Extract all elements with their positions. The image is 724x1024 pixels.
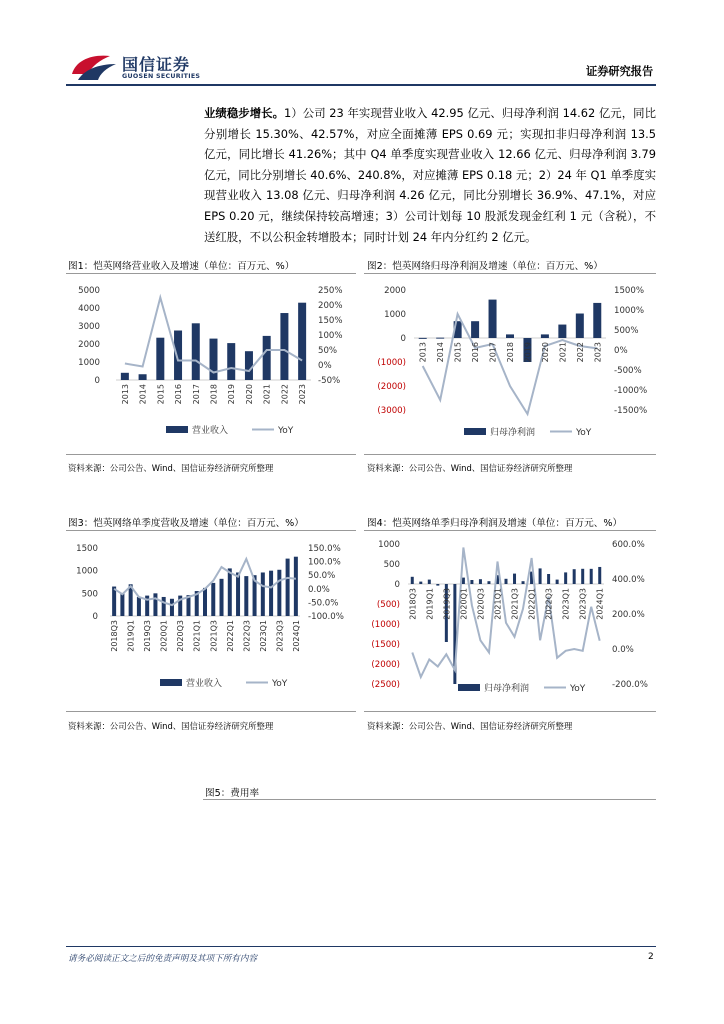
fig3-x-tick: 2023Q3: [275, 620, 285, 652]
fig1-bar: [174, 331, 182, 381]
fig4-bar: [522, 581, 525, 584]
fig2-bar: [419, 338, 427, 339]
fig2-x-tick: 2023: [593, 342, 603, 363]
fig4-x-tick: 2019Q1: [425, 588, 435, 620]
fig1-x-tick: 2019: [227, 384, 237, 405]
fig3-bar: [228, 568, 232, 616]
fig2-bottom-rule: [364, 454, 656, 455]
fig2-bar: [436, 338, 444, 339]
fig2-x-tick: 2017: [488, 342, 498, 363]
fig4-bottom-rule: [364, 711, 656, 712]
fig4-legend-bar-label: 归母净利润: [484, 684, 530, 694]
fig2-bar: [489, 300, 497, 338]
fig4-yoy-line: [412, 548, 599, 678]
fig3-right-tick: 150.0%: [308, 544, 341, 554]
fig4-bar: [487, 581, 490, 584]
fig2-yoy-line: [423, 314, 598, 414]
fig3-left-tick: 1500: [76, 544, 98, 554]
fig2-x-tick: 2022: [575, 342, 585, 363]
fig4-chart: [364, 534, 658, 706]
fig4-x-tick: 2018Q3: [408, 588, 418, 620]
fig2-x-tick: 2018: [506, 342, 515, 363]
fig3-bar: [153, 593, 157, 616]
fig4-x-tick: 2020Q3: [476, 588, 486, 620]
fig3-legend-line-label: YoY: [272, 679, 288, 689]
fig1-left-tick: 4000: [78, 304, 100, 314]
fig2-top-rule: [364, 273, 656, 274]
fig4-top-rule: [364, 530, 656, 531]
fig1-left-tick: 3000: [78, 322, 100, 332]
fig3-x-tick: 2018Q3: [110, 620, 120, 652]
fig2-right-tick: 1500%: [614, 286, 645, 296]
fig1-legend-bar-swatch: [166, 426, 188, 433]
fig4-bar: [564, 572, 567, 584]
fig3-bar: [220, 579, 224, 616]
fig3-left-tick: 1000: [76, 566, 98, 577]
fig3-bar: [203, 588, 207, 616]
fig4-x-tick: 2022Q1: [527, 588, 537, 620]
fig2-left-tick: (2000): [377, 382, 406, 392]
fig4-bar: [462, 578, 465, 584]
fig4-x-tick: 2019Q3: [442, 588, 452, 620]
fig1-legend-bar-label: 营业收入: [192, 426, 229, 436]
fig1-bar: [245, 351, 253, 380]
fig2-bar: [541, 334, 549, 338]
paragraph-lead: 业绩稳步增长。: [204, 106, 285, 120]
fig3-bar: [277, 570, 281, 616]
fig3-right-tick: 0.0%: [308, 584, 330, 595]
fig1-x-tick: 2017: [191, 384, 201, 405]
fig3-bar: [162, 597, 166, 616]
fig4-bar: [513, 574, 516, 584]
fig1-x-tick: 2015: [156, 384, 166, 405]
fig2-chart: [364, 276, 658, 448]
fig3-chart: [66, 534, 360, 706]
fig3-x-tick: 2021Q3: [209, 620, 219, 652]
fig4-bar: [598, 567, 601, 584]
fig3-bar: [294, 557, 298, 616]
fig4-right-tick: 200.0%: [612, 610, 645, 620]
fig1-right-tick: 200%: [318, 301, 343, 311]
page-number: 2: [648, 952, 654, 962]
fig4-left-tick: (1000): [371, 620, 400, 630]
fig3-right-tick: -100.0%: [308, 612, 344, 622]
fig3-bottom-rule: [66, 711, 356, 712]
fig4-x-tick: 2024Q1: [595, 588, 605, 620]
fig2-bar: [506, 334, 514, 338]
fig1-x-tick: 2016: [174, 384, 184, 405]
fig2-right-tick: 500%: [614, 326, 639, 336]
fig4-source: 资料来源：公司公告、Wind、国信证券经济研究所整理: [367, 721, 573, 731]
fig4-x-tick: 2020Q1: [459, 588, 469, 620]
fig3-bar: [112, 587, 116, 616]
fig1-bar: [156, 338, 164, 380]
fig1-title: 图1：恺英网络营业收入及增速（单位：百万元、%）: [68, 261, 295, 272]
fig1-right-tick: 150%: [318, 316, 343, 326]
fig1-x-tick: 2013: [120, 384, 130, 405]
fig3-title: 图3：恺英网络单季度营收及增速（单位：百万元、%）: [68, 518, 304, 529]
fig4-right-tick: -200.0%: [612, 680, 648, 690]
fig2-x-tick: 2013: [418, 342, 428, 363]
fig1-left-tick: 2000: [78, 340, 100, 350]
fig2-left-tick: 0: [400, 334, 406, 344]
fig2-right-tick: 1000%: [614, 306, 645, 316]
fig4-legend-line-label: YoY: [570, 684, 586, 694]
fig3-bar: [269, 571, 273, 616]
fig1-bar: [192, 323, 200, 380]
fig3-bar: [286, 559, 290, 616]
footer-rule: [66, 946, 656, 947]
fig4-legend-bar-swatch: [458, 684, 480, 691]
fig1-left-tick: 0: [94, 376, 100, 386]
fig1-right-tick: 0%: [318, 361, 332, 371]
fig3-legend-bar-label: 营业收入: [186, 679, 223, 689]
fig4-bar: [419, 582, 422, 584]
fig4-left-tick: 1000: [378, 540, 400, 550]
fig1-bar: [280, 313, 288, 380]
fig3-left-tick: 0: [92, 612, 98, 622]
fig3-bar: [244, 576, 248, 616]
fig1-chart: [66, 276, 360, 448]
fig1-x-tick: 2023: [298, 384, 308, 405]
fig3-top-rule: [66, 530, 356, 531]
fig4-x-tick: 2022Q3: [544, 588, 554, 620]
fig1-source: 资料来源：公司公告、Wind、国信证券经济研究所整理: [68, 463, 274, 473]
fig2-legend-line-label: YoY: [576, 428, 592, 438]
fig1-bar: [298, 303, 306, 380]
fig5-title: 图5：费用率: [205, 788, 260, 799]
fig4-bar: [470, 580, 473, 584]
fig4-bar: [539, 568, 542, 584]
fig2-left-tick: 2000: [384, 286, 406, 296]
fig4-left-tick: (500): [376, 600, 400, 610]
fig2-right-tick: -1500%: [614, 406, 648, 416]
fig2-legend-bar-swatch: [464, 428, 486, 435]
fig3-x-tick: 2019Q1: [126, 620, 136, 652]
fig3-x-tick: 2023Q1: [258, 620, 268, 652]
fig1-right-tick: 100%: [318, 331, 343, 341]
fig1-bar: [210, 339, 218, 380]
fig2-bar: [576, 314, 584, 338]
fig3-x-tick: 2020Q3: [176, 620, 186, 652]
fig2-right-tick: -1000%: [614, 386, 648, 396]
fig4-bar: [547, 574, 550, 584]
fig3-right-tick: 50.0%: [308, 571, 336, 582]
paragraph-text: 1）公司 23 年实现营业收入 42.95 亿元、归母净利润 14.62 亿元，同比分别增长 15.30%、42.57%，对应全面摊薄 EPS 0.69 元；实现扣非归母净利润 13.5 亿元，同比增长 41.26%；其中 Q4 单季度实现营业收入 12.66 亿元、归母净利润 3.79 亿元，同比分别增长 40.6%、240.8%，对应摊薄 EPS 0.18 元；2）24 年 Q1 单季度实现营业收入 13.08 亿元、归母净利润 4.26 亿元，同比分别增长 36.9%、47.1%，对应 EPS 0.20 元，继续保持较高增速；3）公司计划每 10 股派发现金红利 1 元（含税），不送红股，不以公积金转增股本；同时计划 24 年内分红约 2 亿元。: [204, 106, 656, 244]
header-rule: [66, 84, 656, 86]
brand-name-en: GUOSEN SECURITIES: [122, 73, 201, 80]
fig1-x-tick: 2020: [244, 384, 254, 405]
fig4-left-tick: 500: [383, 560, 400, 570]
fig2-left-tick: (3000): [377, 406, 406, 416]
fig4-bar: [581, 569, 584, 584]
fig2-x-tick: 2014: [436, 342, 446, 363]
fig3-bar: [236, 572, 240, 616]
fig4-x-tick: 2023Q1: [561, 588, 571, 620]
fig2-source: 资料来源：公司公告、Wind、国信证券经济研究所整理: [367, 463, 573, 473]
fig3-bar: [120, 593, 124, 616]
fig1-left-tick: 5000: [78, 286, 100, 296]
fig4-x-tick: 2021Q1: [493, 588, 503, 620]
fig5-top-rule: [203, 799, 656, 800]
fig3-x-tick: 2022Q1: [225, 620, 235, 652]
document-type: 证券研究报告: [586, 65, 654, 78]
brand-logo: [70, 50, 118, 84]
fig4-x-tick: 2021Q3: [510, 588, 520, 620]
fig2-x-tick: 2019: [523, 342, 533, 363]
fig2-right-tick: 0%: [614, 346, 628, 356]
fig2-title: 图2：恺英网络归母净利润及增速（单位：百万元、%）: [367, 261, 603, 272]
fig3-bar: [211, 583, 215, 616]
fig4-right-tick: 0.0%: [612, 645, 634, 655]
fig4-right-tick: 400.0%: [612, 575, 645, 585]
fig4-left-tick: (2500): [371, 680, 400, 690]
fig3-x-tick: 2019Q3: [143, 620, 153, 652]
fig2-x-tick: 2020: [540, 342, 550, 363]
fig2-x-tick: 2016: [471, 342, 481, 363]
fig1-x-tick: 2022: [280, 384, 290, 405]
fig4-left-tick: (2000): [371, 660, 400, 670]
fig3-right-tick: 100.0%: [308, 557, 341, 568]
fig1-right-tick: 250%: [318, 286, 343, 296]
fig3-x-tick: 2021Q1: [192, 620, 202, 652]
fig4-bar: [479, 579, 482, 584]
fig1-right-tick: -50%: [318, 376, 341, 386]
fig2-legend-bar-label: 归母净利润: [490, 428, 536, 438]
footer-disclaimer: 请务必阅读正文之后的免责声明及其项下所有内容: [68, 954, 258, 964]
fig4-left-tick: (1500): [371, 640, 400, 650]
fig2-x-tick: 2021: [558, 342, 568, 363]
fig1-x-tick: 2018: [209, 384, 219, 405]
fig3-bar: [137, 597, 141, 616]
fig2-left-tick: 1000: [384, 310, 406, 320]
fig3-legend-bar-swatch: [160, 679, 182, 686]
fig4-bar: [428, 580, 431, 584]
fig4-bar: [573, 569, 576, 584]
fig1-top-rule: [66, 273, 356, 274]
fig2-right-tick: -500%: [614, 366, 642, 376]
fig3-source: 资料来源：公司公告、Wind、国信证券经济研究所整理: [68, 721, 274, 731]
fig3-left-tick: 500: [81, 589, 98, 600]
fig4-bar: [411, 577, 414, 584]
fig1-legend-line-label: YoY: [278, 426, 294, 436]
fig1-x-tick: 2014: [138, 384, 148, 405]
fig4-bar: [505, 579, 508, 584]
fig3-x-tick: 2024Q1: [291, 620, 301, 652]
fig4-bar: [556, 580, 559, 584]
fig3-x-tick: 2022Q3: [242, 620, 252, 652]
fig4-bar: [590, 569, 593, 584]
fig1-left-tick: 1000: [78, 358, 100, 368]
fig4-x-tick: 2023Q3: [578, 588, 588, 620]
fig1-x-tick: 2021: [262, 384, 272, 405]
fig4-bar: [436, 584, 439, 586]
fig3-bar: [261, 572, 265, 616]
fig1-bar: [227, 343, 235, 380]
fig3-bar: [170, 599, 174, 616]
fig2-x-tick: 2015: [453, 342, 463, 363]
fig1-bar: [139, 374, 147, 380]
fig4-right-tick: 600.0%: [612, 540, 645, 550]
body-paragraph: [204, 103, 656, 247]
fig1-bar: [121, 373, 129, 380]
fig1-bar: [263, 336, 271, 380]
fig2-bar: [558, 325, 566, 338]
fig3-right-tick: -50.0%: [308, 598, 339, 609]
fig2-left-tick: (1000): [377, 358, 406, 368]
fig4-title: 图4：恺英网络单季归母净利润及增速（单位：百万元、%）: [367, 518, 623, 529]
fig2-bar: [471, 321, 479, 338]
brand-name-cn: 国信证券: [122, 55, 191, 74]
fig1-right-tick: 50%: [318, 346, 338, 356]
fig4-left-tick: 0: [394, 580, 400, 590]
fig2-bar: [593, 303, 601, 338]
fig3-x-tick: 2020Q1: [159, 620, 169, 652]
fig1-bottom-rule: [66, 454, 356, 455]
